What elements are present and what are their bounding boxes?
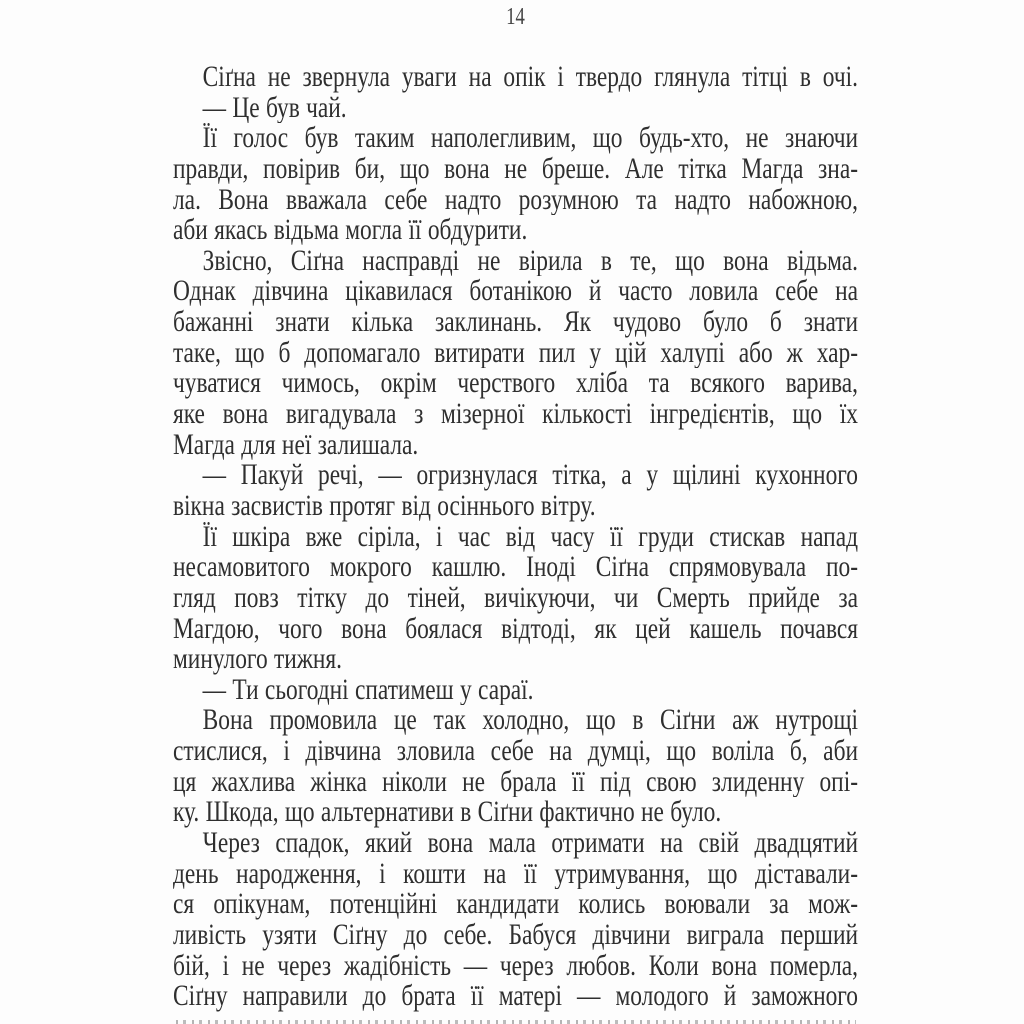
- text-line: ця жахлива жінка ніколи не брала її під свою злиденну опі-: [173, 766, 859, 798]
- page-number: 14: [506, 4, 525, 30]
- text-line: стислися, і дівчина зловила себе на думці, що воліла б, аби: [173, 736, 859, 767]
- text-line: несамовитого мокрого кашлю. Іноді Сіґна спрямовувала по-: [173, 552, 859, 583]
- text-line: ку. Шкода, що альтернативи в Сіґни фактично не було.: [173, 797, 722, 829]
- text-line: таке, що б допомагало витирати пил у цій халупі або ж хар-: [173, 337, 859, 369]
- text-line: бажанні знати кілька заклинань. Як чудово було б знати: [173, 307, 859, 338]
- text-line: бій, і не через жадібність — через любов. Коли вона померла,: [173, 950, 859, 982]
- clipped-next-line-sliver: [176, 1020, 856, 1024]
- text-line: ливість узяти Сіґну до себе. Бабуся дівчини виграла перший: [173, 919, 859, 951]
- text-line: аби якась відьма могла її обдурити.: [173, 215, 528, 246]
- text-line: Звісно, Сіґна насправді не вірила в те, що вона відьма.: [202, 245, 859, 277]
- text-line: ла. Вона вважала себе надто розумною та надто набожною,: [173, 184, 859, 216]
- text-line: — Це був чай.: [202, 92, 347, 124]
- text-line: день народження, і кошти на її утримування, що діставали-: [173, 858, 859, 890]
- text-line: Магда для неї залишала.: [173, 429, 419, 461]
- text-line: вікна засвистів протяг від осіннього вітру.: [173, 490, 596, 522]
- text-line: Магдою, чого вона боялася відтоді, як цей кашель почався: [173, 613, 859, 645]
- text-line: ся опікунам, потенційні кандидати колись воювали за мож-: [173, 889, 859, 920]
- text-line: Її голос був таким наполегливим, що будь-хто, не знаючи: [202, 123, 859, 154]
- text-line: минулого тижня.: [173, 644, 343, 675]
- text-line: Через спадок, який вона мала отримати на свій двадцятий: [202, 828, 859, 859]
- text-line: чуватися чимось, окрім черствого хліба та всякого варива,: [173, 368, 859, 400]
- text-line: — Ти сьогодні спатимеш у сараї.: [202, 674, 534, 706]
- text-line: правди, повірив би, що вона не бреше. Але тітка Магда зна-: [173, 153, 859, 185]
- text-line: Сіґну направили до брата її матері — молодого й заможного: [173, 981, 859, 1012]
- text-line: яке вона вигадувала з мізерної кількості інгредієнтів, що їх: [173, 399, 859, 430]
- text-line: Її шкіра вже сіріла, і час від часу її груди стискав напад: [202, 521, 859, 553]
- text-line: Однак дівчина цікавилася ботанікою й часто ловила себе на: [173, 276, 859, 308]
- text-block: [173, 62, 858, 1012]
- text-line: гляд повз тітку до тіней, вичікуючи, чи Смерть прийде за: [173, 582, 859, 614]
- text-line: — Пакуй речі, — огризнулася тітка, а у щілині кухонного: [202, 460, 859, 491]
- text-line: Сіґна не звернула уваги на опік і твердо глянула тітці в очі.: [202, 62, 859, 93]
- text-line: Вона промовила це так холодно, що в Сіґни аж нутрощі: [202, 705, 859, 737]
